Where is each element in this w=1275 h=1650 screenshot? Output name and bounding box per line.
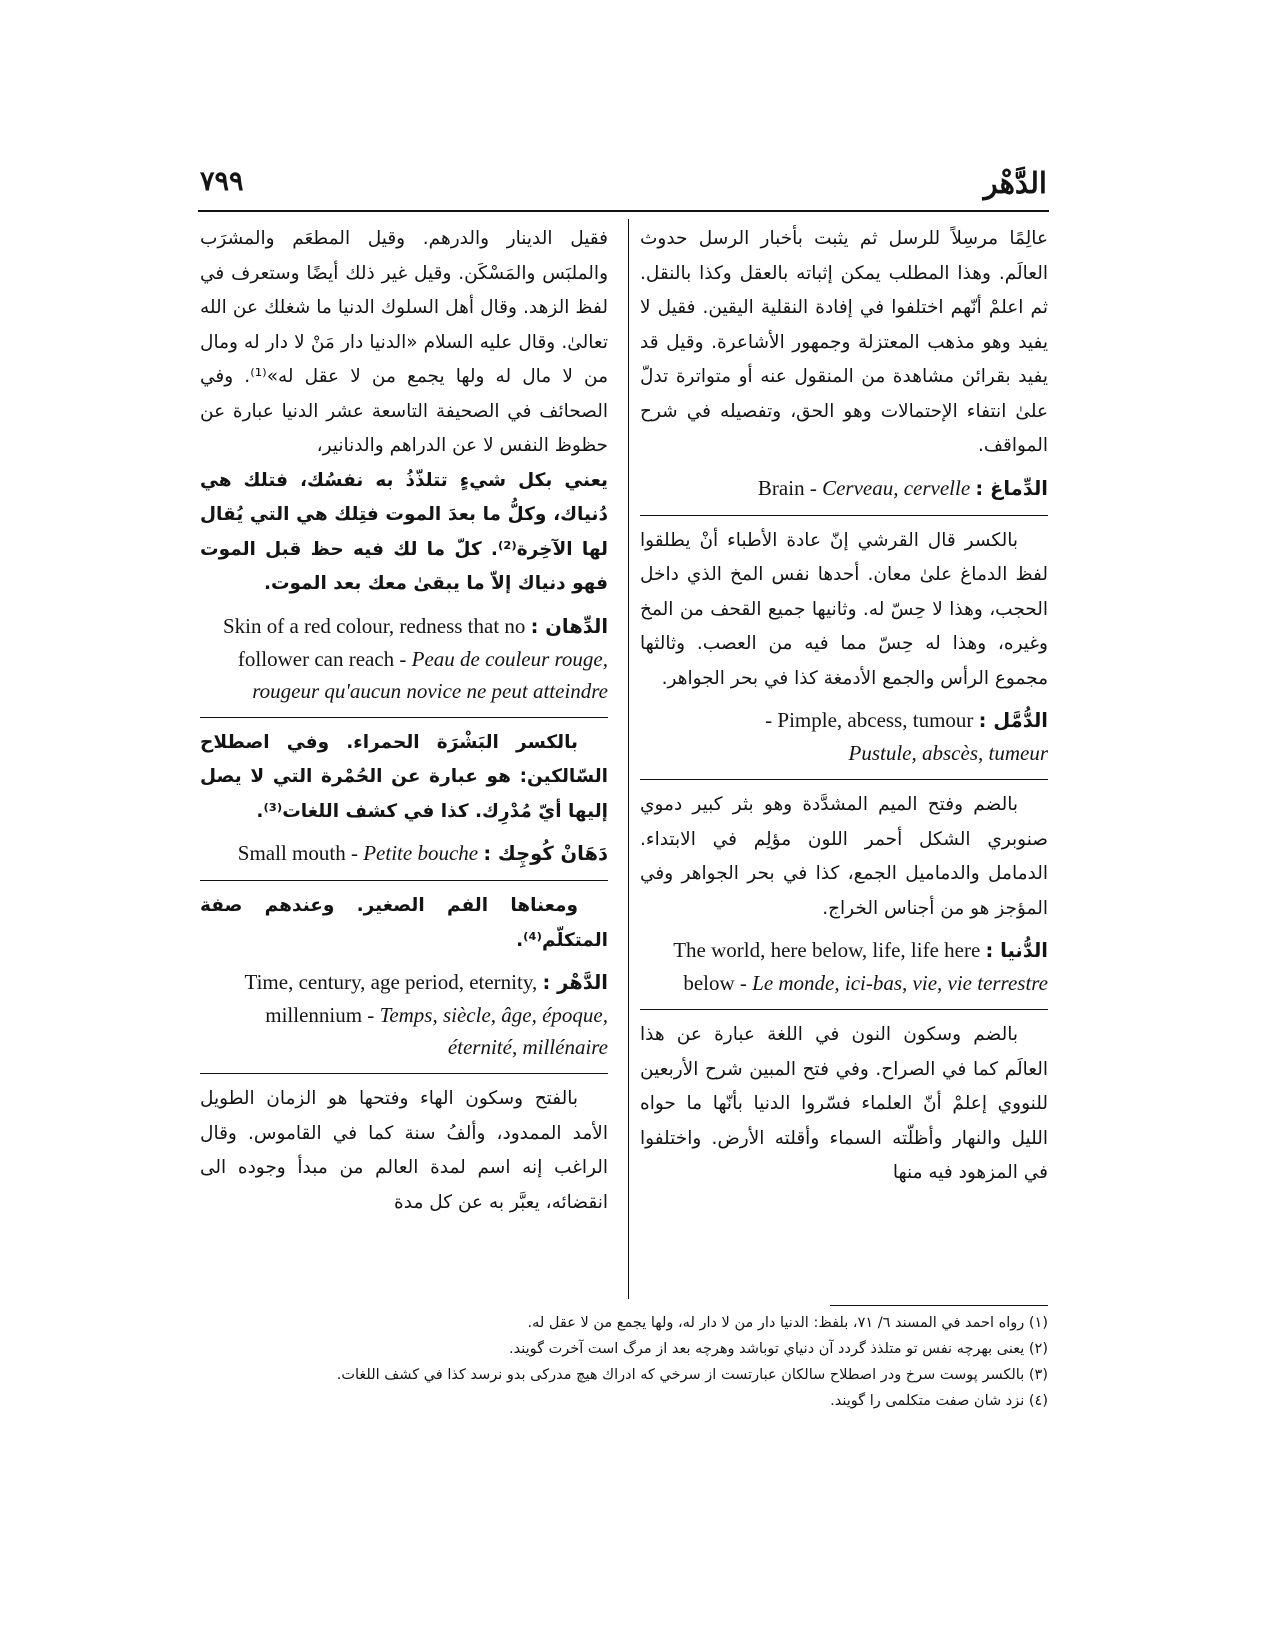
headword-english: Small mouth - <box>237 841 364 865</box>
headword-english: The world, here below, life, life here below - <box>673 938 981 995</box>
entry-dimagh-headword <box>640 472 1048 505</box>
headword-french: Temps, siècle, âge, époque, éternité, millénaire <box>379 1003 608 1059</box>
entry-dihan-headword <box>200 610 608 707</box>
entry-dahr-body: بالفتح وسكون الهاء وفتحها هو الزمان الطويل الأمد الممدود، وألفُ سنة كما في القاموس. وقال الراغب إنه اسم لمدة العالم من مبدأ وجوده الى انقضائه، يعبَّر به عن كل مدة <box>200 1088 608 1213</box>
running-head: الدَّهْر <box>983 166 1047 200</box>
headword-arabic: دَهَانْ كُوچِك : <box>483 842 608 865</box>
headword-arabic: الدَّهْر : <box>542 971 608 994</box>
page-header <box>200 166 1047 206</box>
headword-arabic: الدِّهان : <box>530 614 608 638</box>
right-column <box>640 222 1048 1191</box>
entry-rule <box>640 515 1048 516</box>
headword-arabic: الدِّماغ : <box>975 476 1048 500</box>
headword-english: Time, century, age period, eternity, millennium - <box>244 970 538 1027</box>
left-column <box>200 222 608 1220</box>
entry-dummal-headword <box>640 704 1048 769</box>
header-rule <box>198 210 1049 212</box>
footnote-rule <box>830 1305 1048 1306</box>
entry-rule <box>200 880 608 881</box>
footnotes <box>200 1310 1048 1414</box>
headword-french: Petite bouche <box>363 841 479 865</box>
footnote-2: (٢) يعنى بهرچه نفس تو متلذذ گردد آن دنياي توباشد وهرچه بعد از مرگ است آخرت گويند. <box>509 1341 1048 1357</box>
bold-paragraph: يعني بكل شيءٍ تتلذّذُ به نفسُك، فتلك هي دُنياك، وكلُّ ما بعدَ الموت فتِلك هي التي يُقال لها الآخِرة⁽²⁾. كلّ ما لك فيه حظ قبل الموت فهو دنياك إلاّ ما يبقىٰ معك بعد الموت. <box>200 469 608 594</box>
footnote-3: (٣) بالكسر پوست سرخ ودر اصطلاح سالكان عبارتست از سرخي كه ادراك هيچ مدركى بدو نرسد كذا في كشف اللغات. <box>336 1367 1048 1383</box>
headword-french: Peau de couleur rouge, rougeur qu'aucun novice ne peut atteindre <box>252 646 608 703</box>
entry-dihan-body: بالكسر البَشْرَة الحمراء. وفي اصطلاح السّالكين: هو عبارة عن الحُمْرة التي لا يصل إليها أيّ مُدْرِك. كذا في كشف اللغات⁽³⁾. <box>200 731 608 822</box>
headword-arabic: الدُّنيا : <box>985 939 1048 962</box>
page-number: ٧٩٩ <box>200 166 244 197</box>
entry-dummal-body: بالضم وفتح الميم المشدَّدة وهو بثر كبير دموي صنوبري الشكل أحمر اللون مؤلِم في الابتداء. الدمامل والدماميل الجمع، كذا في بحر الجواهر وفي المؤجز هو من أجناس الخراج. <box>640 794 1048 919</box>
entry-rule <box>640 779 1048 780</box>
entry-rule <box>200 717 608 718</box>
entry-dahan-kuchik-body: ومعناها الفم الصغير. وعندهم صفة المتكلّم⁽⁴⁾. <box>200 895 608 951</box>
headword-english: Skin of a red colour, redness that no follower can reach - <box>222 613 526 671</box>
entry-rule <box>640 1009 1048 1010</box>
continued-paragraph: فقيل الدينار والدرهم. وقيل المطعَم والمشرَب والملبَس والمَسْكَن. وقيل غير ذلك أيضًا وستعرف في لفظ الزهد. وقال أهل السلوك الدنيا ما شغلك عن الله تعالىٰ. وقال عليه السلام «الدنيا دار مَنْ لا دار له ومال من لا مال له ولها يجمع من لا عقل له»⁽¹⁾. وفي الصحائف في الصحيفة التاسعة عشر الدنيا عبارة عن حظوظ النفس لا عن الدراهم والدنانير، <box>200 228 608 456</box>
footnote-1: (١) رواه احمد في المسند ٦/ ٧١، بلفظ: الدنيا دار من لا دار له، ولها يجمع من لا عقل له. <box>527 1315 1048 1331</box>
headword-english: Pimple, abcess, tumour - <box>765 708 974 732</box>
entry-dunya-body: بالضم وسكون النون في اللغة عبارة عن هذا العالَم كما في الصراح. وفي فتح المبين شرح الأربعين للنووي إعلمْ أنّ العلماء فسّروا الدنيا بأنّها ما حواه الليل والنهار وأظلّته السماء وأقلته الأرض. واختلفوا في المزهود فيه منها <box>640 1024 1048 1183</box>
headword-french: Cerveau, cervelle <box>822 475 971 500</box>
headword-french: Pustule, abscès, tumeur <box>848 741 1048 765</box>
headword-english: Brain - <box>757 475 823 500</box>
entry-dahr-headword <box>200 966 608 1063</box>
column-divider <box>628 219 629 1299</box>
entry-dimagh-body: بالكسر قال القرشي إنّ عادة الأطباء أنْ يطلقوا لفظ الدماغ علىٰ معان. أحدها نفس المخ الذي داخل الحجب، وهذا لا حِسّ له. وثانيها جميع القحف من المخ وغيره، وهذا له حِسّ مما فيه من العصب. وثالثها مجموع الرأس والجمع الأدمغة كذا في بحر الجواهر. <box>640 529 1048 689</box>
footnote-4: (٤) نزد شان صفت متكلمى را گويند. <box>830 1393 1048 1409</box>
headword-french: Le monde, ici-bas, vie, vie terrestre <box>752 971 1048 995</box>
continued-paragraph: عالِمًا مرسِلاً للرسل ثم يثبت بأخبار الرسل حدوث العالَم. وهذا المطلب يمكن إثباته بالعقل وكذا بالنقل. ثم اعلمْ أنّهم اختلفوا في إفادة النقلية اليقين. فقيل لا يفيد وهو مذهب المعتزلة وجمهور الأشاعرة. وقيل قد يفيد بقرائن مشاهدة من المنقول عنه أو متواترة تدلّ علىٰ انتفاء الإحتمالات وهو الحق، وتفصيله في شرح المواقف. <box>640 228 1048 456</box>
headword-arabic: الدُّمَّل : <box>978 709 1048 732</box>
entry-dunya-headword <box>640 934 1048 999</box>
entry-rule <box>200 1073 608 1074</box>
entry-dahan-kuchik-headword <box>200 837 608 870</box>
